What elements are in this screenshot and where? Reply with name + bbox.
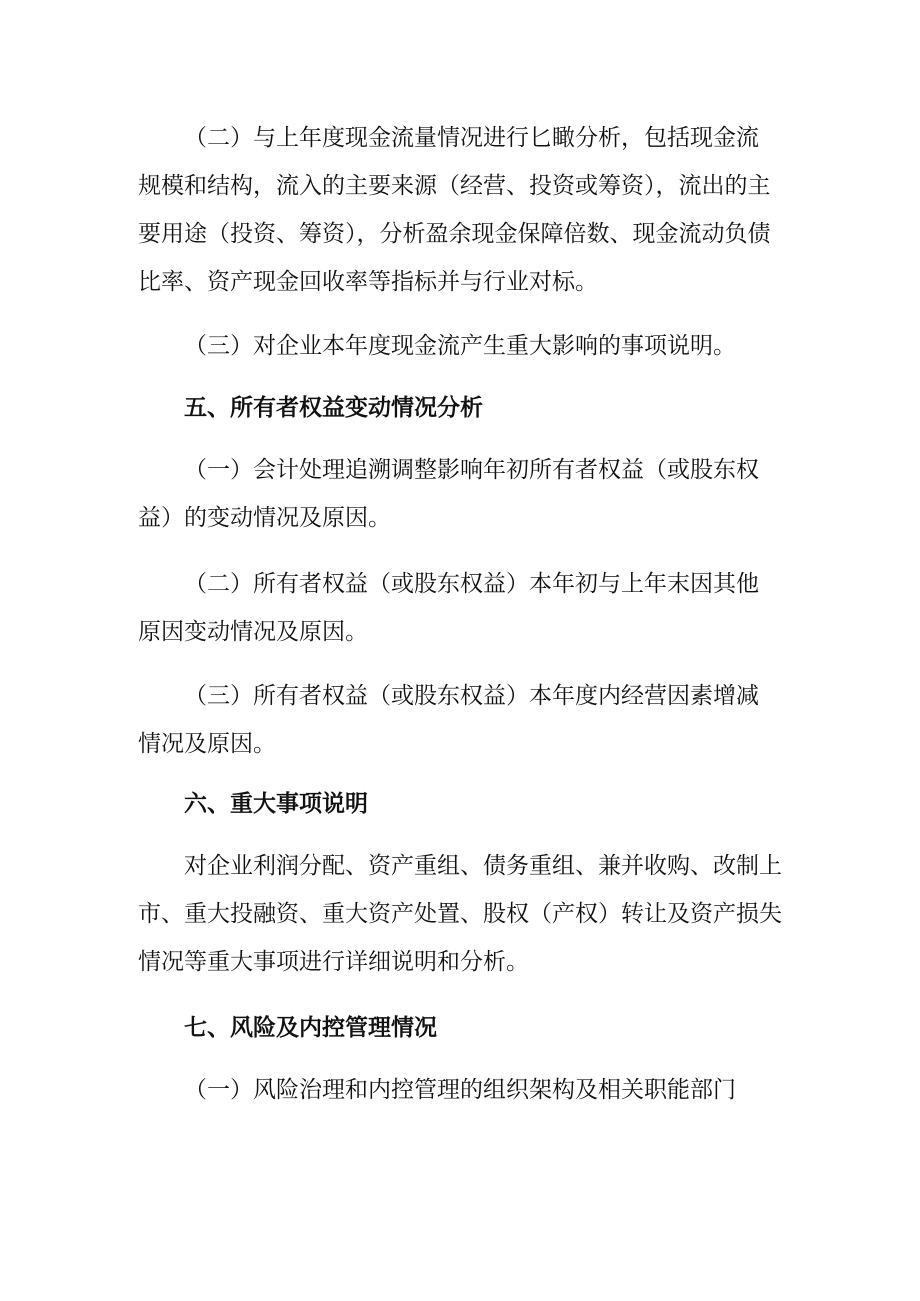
text-line: （二）所有者权益（或股东权益）本年初与上年末因其他 xyxy=(184,571,759,597)
text-line: （一）会计处理追溯调整影响年初所有者权益（或股东权 xyxy=(184,457,759,483)
text-line: 要用途（投资、筹资），分析盈余现金保障倍数、现金流动负债 xyxy=(138,221,771,247)
paragraph-equity-other-causes xyxy=(138,560,788,656)
text-line: 规模和结构，流入的主要来源（经营、投资或筹资），流出的主 xyxy=(138,173,771,199)
text-line: 情况等重大事项进行详细说明和分析。 xyxy=(138,949,529,975)
text-line: 对企业利润分配、资产重组、债务重组、兼并收购、改制上 xyxy=(184,853,782,879)
text-line: 益）的变动情况及原因。 xyxy=(138,505,391,531)
paragraph-major-matters xyxy=(138,842,788,986)
text-line: 原因变动情况及原因。 xyxy=(138,619,368,645)
section-heading-major-matters: 六、重大事项说明 xyxy=(184,791,368,817)
text-line: 情况及原因。 xyxy=(138,731,276,757)
text-line: （二）与上年度现金流量情况进行匕瞰分析，包括现金流 xyxy=(184,125,759,151)
section-heading-risk-control: 七、风险及内控管理情况 xyxy=(184,1015,437,1041)
text-line: （三）对企业本年度现金流产生重大影响的事项说明。 xyxy=(184,333,736,359)
paragraph-cashflow-major-items xyxy=(138,322,788,370)
text-line: （三）所有者权益（或股东权益）本年度内经营因素增减 xyxy=(184,683,759,709)
section-heading-equity-changes: 五、所有者权益变动情况分析 xyxy=(184,395,483,421)
paragraph-risk-governance xyxy=(138,1066,788,1114)
paragraph-equity-operating-factors xyxy=(138,672,788,768)
text-line: （一）风险治理和内控管理的组织架构及相关职能部门 xyxy=(184,1077,736,1103)
paragraph-equity-retrospective xyxy=(138,446,788,542)
text-line: 市、重大投融资、重大资产处置、股权（产权）转让及资产损失 xyxy=(138,901,782,927)
paragraph-cashflow-comparison xyxy=(138,114,788,306)
text-line: 比率、资产现金回收率等指标并与行业对标。 xyxy=(138,269,598,295)
